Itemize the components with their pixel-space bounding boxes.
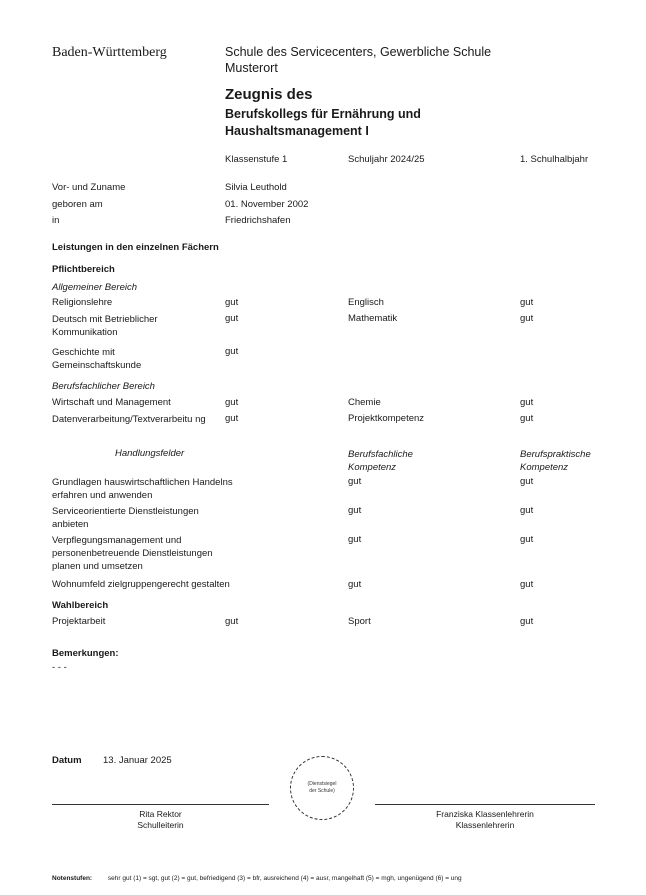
subject-name: Sport <box>348 616 371 627</box>
signature-role: Klassenlehrerin <box>455 820 515 830</box>
vocational-heading: Berufsfachlicher Bereich <box>52 381 155 392</box>
subject-name: Wirtschaft und Management <box>52 397 171 408</box>
name-label: Vor- und Zuname <box>52 182 126 193</box>
subject-grade: gut <box>520 397 534 408</box>
field-practical-grade: gut <box>520 579 534 590</box>
subject-name: Datenverarbeitung/Textverarbeitu ng <box>52 414 206 425</box>
certificate-program-line1: Berufskollegs für Ernährung und <box>225 107 421 121</box>
signature-line-right <box>375 804 595 805</box>
date-value: 13. Januar 2025 <box>103 755 172 766</box>
state-name: Baden-Württemberg <box>52 45 167 60</box>
class-level: Klassenstufe 1 <box>225 154 288 165</box>
name-value: Silvia Leuthold <box>225 182 287 193</box>
subject-grade: gut <box>225 297 239 308</box>
seal-text: (Dienstsiegel der Schule) <box>307 781 337 794</box>
performance-heading: Leistungen in den einzelnen Fächern <box>52 242 219 253</box>
field-subject-grade: gut <box>348 476 362 487</box>
general-heading: Allgemeiner Bereich <box>52 282 138 293</box>
half-year: 1. Schulhalbjahr <box>520 154 589 165</box>
subject-name: Englisch <box>348 297 384 308</box>
subject-grade: gut <box>225 397 239 408</box>
subject-grade: gut <box>225 313 239 324</box>
grade-scale-text: sehr gut (1) = sgt, gut (2) = gut, befriedigend (3) = bfr, ausreichend (4) = ausr, mangelhaft (5) = mgh, ungenügend (6) = ung <box>107 875 462 882</box>
birthdate-value: 01. November 2002 <box>225 199 309 210</box>
subject-grade: gut <box>520 297 534 308</box>
field-practical-grade: gut <box>520 505 534 516</box>
signature-block-right <box>375 809 595 831</box>
birthplace-label: in <box>52 215 60 226</box>
subject-grade: gut <box>520 616 534 627</box>
birthplace-value: Friedrichshafen <box>225 215 291 226</box>
subject-name: Deutsch mit Betrieblicher Kommunikation <box>52 314 158 338</box>
official-seal <box>290 756 354 820</box>
subject-grade: gut <box>520 413 534 424</box>
signature-line-left <box>52 804 269 805</box>
field-practical-grade: gut <box>520 476 534 487</box>
subject-grade: gut <box>225 413 239 424</box>
grade-scale-label: Notenstufen: <box>52 875 93 882</box>
field-name: Grundlagen hauswirtschaftlichen Handelns erfahren und anwenden <box>52 477 233 501</box>
signature-name: Rita Rektor <box>139 809 182 819</box>
birthdate-label: geboren am <box>52 199 103 210</box>
field-subject-grade: gut <box>348 534 362 545</box>
signature-role: Schulleiterin <box>137 820 184 830</box>
subject-name: Chemie <box>348 397 381 408</box>
subject-name: Projektarbeit <box>52 616 106 627</box>
subject-name: Mathematik <box>348 313 398 324</box>
signature-name: Franziska Klassenlehrerin <box>436 809 534 819</box>
date-label: Datum <box>52 755 82 766</box>
fields-column-header: Handlungsfelder <box>115 448 185 459</box>
school-name-line1: Schule des Servicecenters, Gewerbliche Schule <box>225 45 492 59</box>
grade-scale-footer <box>52 875 462 882</box>
mandatory-heading: Pflichtbereich <box>52 264 115 275</box>
certificate-program-line2: Haushaltsmanagement I <box>225 124 369 138</box>
subject-grade: gut <box>520 313 534 324</box>
field-subject-grade: gut <box>348 579 362 590</box>
practical-competence-header: Berufspraktische Kompetenz <box>520 449 591 473</box>
school-year: Schuljahr 2024/25 <box>348 154 425 165</box>
certificate-title: Zeugnis des <box>225 86 313 103</box>
field-name: Wohnumfeld zielgruppengerecht gestalten <box>52 579 230 590</box>
subject-name: Projektkompetenz <box>348 413 425 424</box>
remarks-value: - - - <box>52 662 67 673</box>
elective-heading: Wahlbereich <box>52 600 109 611</box>
subject-grade: gut <box>225 346 239 357</box>
field-subject-grade: gut <box>348 505 362 516</box>
subject-competence-header: Berufsfachliche Kompetenz <box>348 449 413 473</box>
subject-name: Geschichte mit Gemeinschaftskunde <box>52 347 142 371</box>
field-name: Verpflegungsmanagement und personenbetreuende Dienstleistungen planen und umsetzen <box>52 535 213 572</box>
field-practical-grade: gut <box>520 534 534 545</box>
remarks-label: Bemerkungen: <box>52 648 119 659</box>
field-name: Serviceorientierte Dienstleistungen anbieten <box>52 506 199 530</box>
signature-block-left <box>52 809 269 831</box>
school-location: Musterort <box>225 61 278 75</box>
subject-grade: gut <box>225 616 239 627</box>
subject-name: Religionslehre <box>52 297 113 308</box>
